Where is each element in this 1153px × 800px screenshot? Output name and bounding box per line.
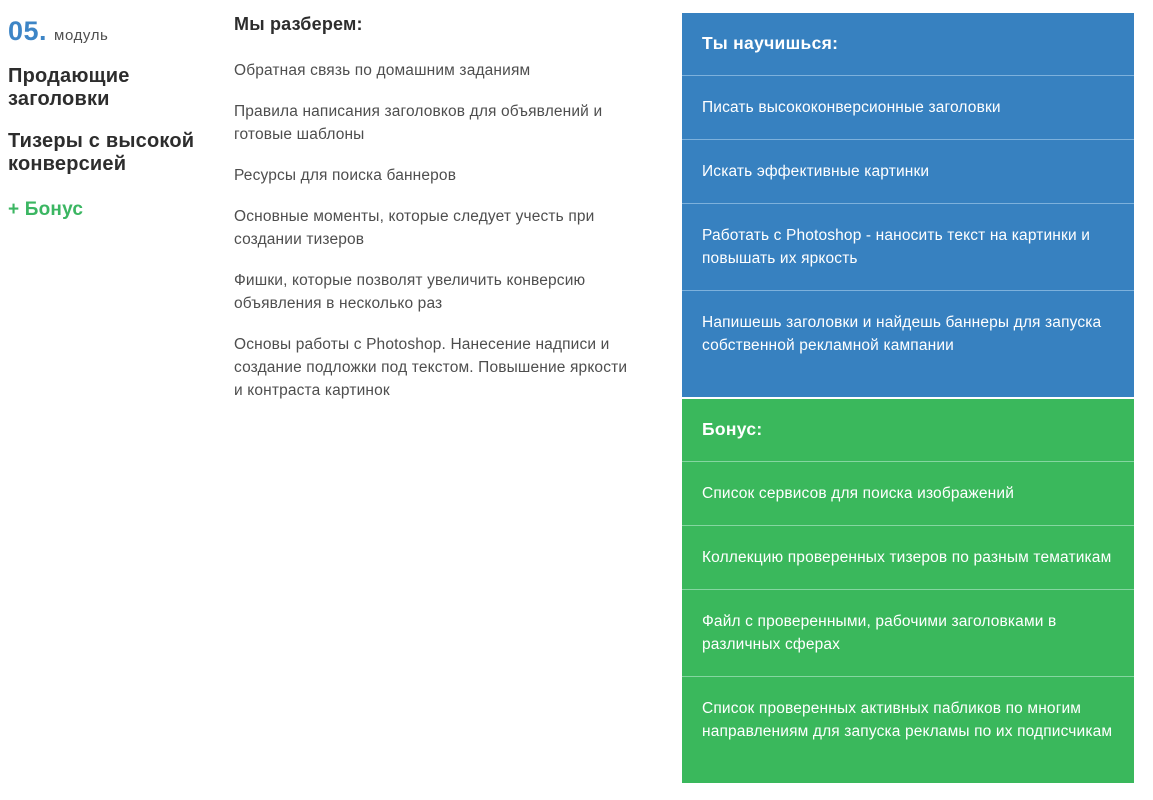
topic-item: Основные моменты, которые следует учесть при создании тизеров — [234, 208, 595, 248]
module-sidebar — [0, 0, 226, 783]
topics-heading: Мы разберем: — [234, 14, 363, 34]
learn-heading: Ты научишься: — [702, 33, 839, 53]
module-label: модуль — [54, 27, 109, 44]
bonus-heading: Бонус: — [702, 419, 763, 439]
topics-column — [226, 0, 682, 783]
learn-item: Работать с Photoshop - наносить текст на картинки и повышать их яркость — [682, 203, 1134, 290]
learn-item: Искать эффективные картинки — [682, 139, 1134, 203]
bonus-item: Файл с проверенными, рабочими заголовками в различных сферах — [682, 589, 1134, 676]
module-title-teasers: Тизеры с высокой конверсией — [8, 130, 195, 175]
bonus-box — [682, 399, 1134, 783]
bonus-link[interactable]: + Бонус — [8, 199, 84, 220]
learn-item: Писать высококонверсионные заголовки — [682, 75, 1134, 139]
learn-box — [682, 13, 1134, 397]
topic-item: Фишки, которые позволят увеличить конверсию объявления в несколько раз — [234, 272, 586, 312]
topic-item: Обратная связь по домашним заданиям — [234, 62, 531, 79]
outcomes-column — [682, 0, 1134, 783]
bonus-item: Коллекцию проверенных тизеров по разным тематикам — [682, 525, 1134, 589]
module-line — [8, 16, 216, 47]
bonus-item: Список проверенных активных пабликов по многим направлениям для запуска рекламы по их подписчикам — [682, 676, 1134, 783]
module-title-selling-headlines: Продающие заголовки — [8, 65, 130, 110]
topic-item: Основы работы с Photoshop. Нанесение надписи и создание подложки под текстом. Повышение яркости и контраста картинок — [234, 336, 628, 399]
learn-item: Напишешь заголовки и найдешь баннеры для запуска собственной рекламной кампании — [682, 290, 1134, 397]
bonus-item: Список сервисов для поиска изображений — [682, 461, 1134, 525]
topic-item: Правила написания заголовков для объявлений и готовые шаблоны — [234, 103, 603, 143]
module-number: 05. — [8, 16, 48, 46]
topic-item: Ресурсы для поиска баннеров — [234, 167, 457, 184]
